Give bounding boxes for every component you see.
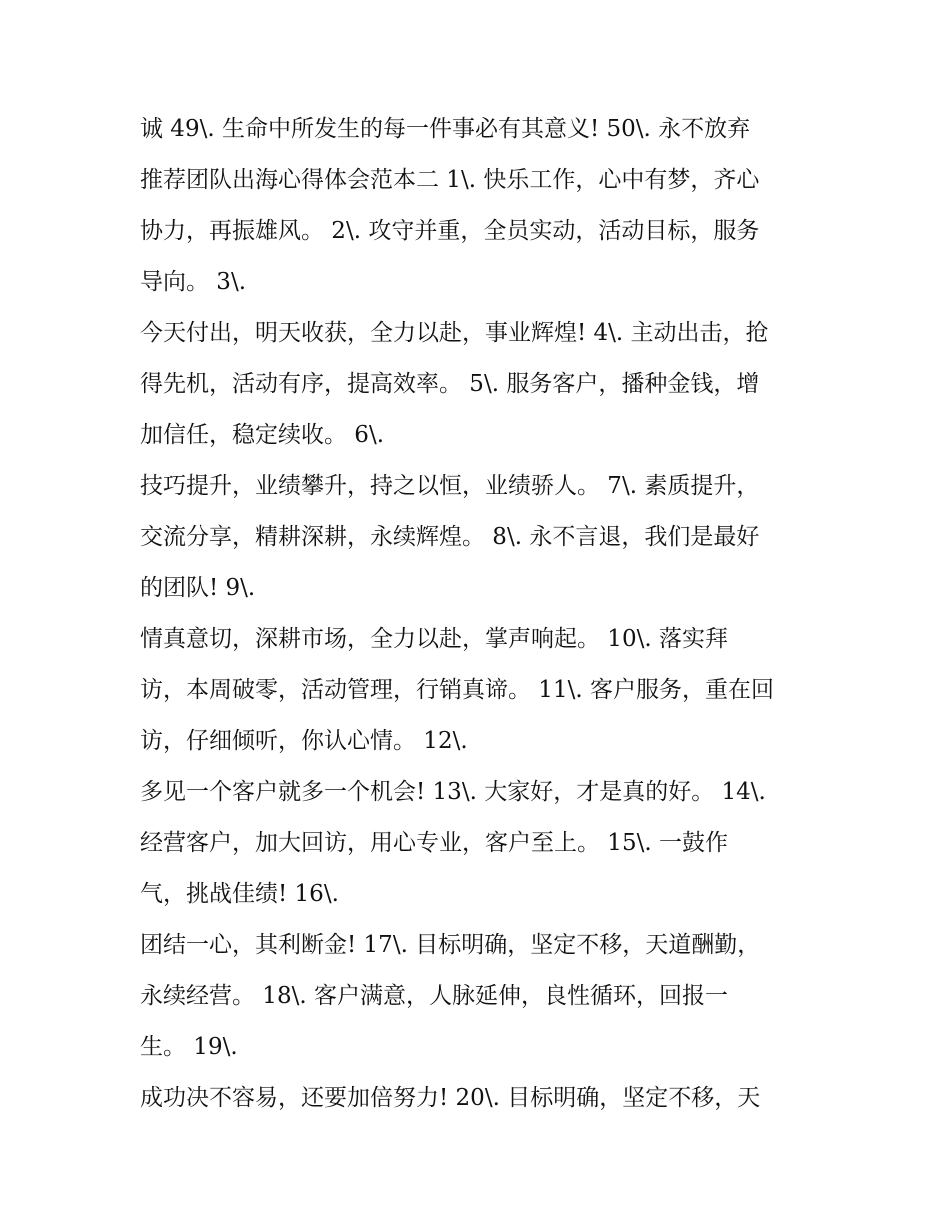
text-line-15: 经营客户，加大回访，用心专业，客户至上。 15\. 一鼓作 (140, 830, 728, 856)
text-line-3: 协力，再振雄风。 2\. 攻守并重，全员实动，活动目标，服务 (140, 218, 760, 244)
text-line-2: 推荐团队出海心得体会范本二 1\. 快乐工作，心中有梦，齐心 (140, 167, 760, 193)
document-body-text (140, 104, 830, 1124)
text-line-10: 的团队! 9\. (140, 575, 256, 601)
text-line-5: 今天付出，明天收获，全力以赴，事业辉煌! 4\. 主动出击，抢 (140, 320, 769, 346)
text-line-12: 访，本周破零，活动管理，行销真谛。 11\. 客户服务，重在回 (140, 677, 774, 703)
text-line-20: 成功决不容易，还要加倍努力! 20\. 目标明确，坚定不移，天 (140, 1085, 761, 1111)
text-line-16: 气，挑战佳绩! 16\. (140, 881, 339, 907)
text-line-18: 永续经营。 18\. 客户满意，人脉延伸，良性循环，回报一 (140, 983, 728, 1009)
text-line-4: 导向。 3\. (140, 269, 247, 295)
text-line-1: 诚 49\. 生命中所发生的每一件事必有其意义! 50\. 永不放弃 (140, 116, 751, 142)
text-line-17: 团结一心，其利断金! 17\. 目标明确，坚定不移，天道酬勤， (140, 932, 761, 958)
text-line-14: 多见一个客户就多一个机会! 13\. 大家好，才是真的好。 14\. (140, 779, 766, 805)
text-line-9: 交流分享，精耕深耕，永续辉煌。 8\. 永不言退，我们是最好 (140, 524, 760, 550)
text-line-11: 情真意切，深耕市场，全力以赴，掌声响起。 10\. 落实拜 (140, 626, 728, 652)
text-line-6: 得先机，活动有序，提高效率。 5\. 服务客户，播种金钱，增 (140, 371, 760, 397)
text-line-7: 加信任，稳定续收。 6\. (140, 422, 385, 448)
text-line-19: 生。 19\. (140, 1034, 238, 1060)
text-line-8: 技巧提升，业绩攀升，持之以恒，业绩骄人。 7\. 素质提升， (140, 473, 760, 499)
text-line-13: 访，仔细倾听，你认心情。 12\. (140, 728, 468, 754)
